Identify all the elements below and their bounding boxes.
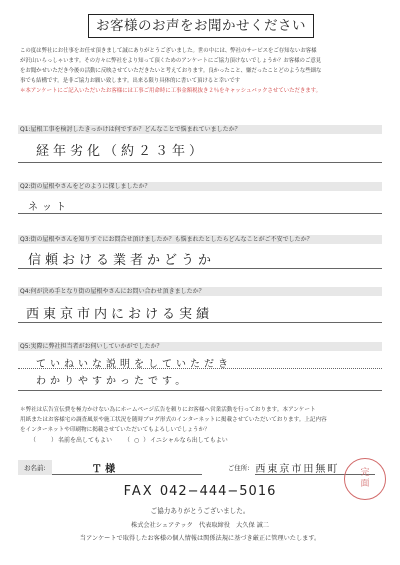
question-5 (18, 342, 382, 351)
question-label: Q4:何が決め手となり街の屋根やさんにお問い合わせ頂きましたか？ (18, 287, 382, 296)
consent-line: 用紙またはお客様宅の調査風景や施工状況を随時ブログ形式のインターネットに掲載させていただいております。上記内容 (20, 417, 327, 423)
answer-line (18, 213, 382, 214)
option-label: 名前を出してもよい (58, 437, 113, 444)
publication-consent (20, 405, 380, 435)
name-label: お名前: (18, 460, 52, 475)
question-label: Q5:実際に弊社担当者がお伺いしていかがでしたか？ (18, 342, 382, 351)
cashback-note: ＊本アンケートにご記入いただいたお客様には工事ご用命時に工事金額税抜き２％をキャッシュバックさせていただきます。 (20, 88, 322, 94)
option-label: イニシャルなら出してもよい (150, 437, 228, 444)
question-label: Q1:屋根工事を検討したきっかけは何ですか？どんなことで悩まれていましたか？ (18, 125, 382, 134)
name-address-row (18, 458, 382, 476)
thanks-text: ご協力ありがとうございました。 (150, 507, 250, 515)
customer-name: Ｔ 様 (52, 460, 202, 475)
intro-text (20, 46, 382, 96)
intro-line: をお聞かせいただき今後の活動に反映させていただきたいと考えております。良かったこと、嫌だったことどのような些細な (20, 68, 322, 74)
question-1 (18, 125, 382, 134)
answer-line (18, 162, 382, 163)
question-label: Q2:街の屋根やさんをどのように探しましたか？ (18, 182, 382, 191)
answer-line (18, 368, 382, 369)
consent-line: ＊弊社は広告宣伝費を極力かけない為にホームページ広告を頼りにお客様へ営業活動を行っております。本アンケート (20, 407, 316, 413)
page-title: お客様のお声をお聞かせください (88, 14, 314, 38)
answer-line (18, 390, 382, 391)
consent-options (30, 435, 228, 444)
handwritten-answer-1: 経年劣化（約２３年） (36, 144, 207, 159)
fax-digits: 042−444−5016 (159, 484, 277, 499)
option-mark: （ ） (30, 437, 59, 444)
handwritten-answer-5-line-1: ていねいな説明をしていただき (36, 359, 232, 370)
question-4 (18, 287, 382, 296)
consent-option-initials[interactable] (124, 435, 228, 444)
option-mark: （ ○ ） (124, 437, 151, 444)
fax-label: FAX (123, 484, 154, 499)
fax-number (0, 484, 400, 499)
handwritten-answer-5-line-2: わかりやすかったです。 (36, 376, 190, 387)
answer-line (18, 322, 382, 323)
handwritten-answer-4: 西東京市内における実績 (26, 307, 214, 322)
handwritten-answer-3: 信頼おける業者かどうか (28, 253, 216, 268)
intro-line: が沢山いらっしゃいます。その方々に弊社をより知って頂くためのアンケートにご協力頂けないでしょうか？お客様のご意見 (20, 58, 322, 64)
question-label: Q3:街の屋根やさんを知りすぐにお問合せ頂けましたか？も悩まれたとしたらどんなことがご不安でしたか？ (18, 235, 382, 244)
question-2 (18, 182, 382, 191)
customer-address: 西東京市田無町 (255, 460, 375, 475)
address-label: ご住所: (227, 463, 250, 472)
answer-line (18, 268, 382, 269)
handwritten-answer-2: ネット (28, 202, 70, 213)
stamp-char: 完 (360, 468, 370, 478)
question-3 (18, 235, 382, 244)
stamp-char: 面 (360, 479, 370, 489)
company-line: 株式会社シェアテック 代表取締役 大久保 誠二 (131, 522, 269, 529)
consent-option-full-name[interactable] (30, 435, 112, 444)
privacy-note: 当アンケートで取得したお客様の個人情報は関係法規に基づき厳正に管理いたします。 (79, 535, 321, 542)
intro-line: 事でも結構です。是非ご協力お願い致します。出来る限り具体的に書いて頂けると幸いです (20, 78, 241, 84)
consent-line: をインターネットや印刷物に掲載させていただいてもよろしいでしょうか？ (20, 427, 210, 433)
intro-line: この度は弊社にお仕事をお任せ頂きまして誠にありがとうございました。世の中には、弊社のサービスをご存知ないお客様 (20, 48, 317, 54)
